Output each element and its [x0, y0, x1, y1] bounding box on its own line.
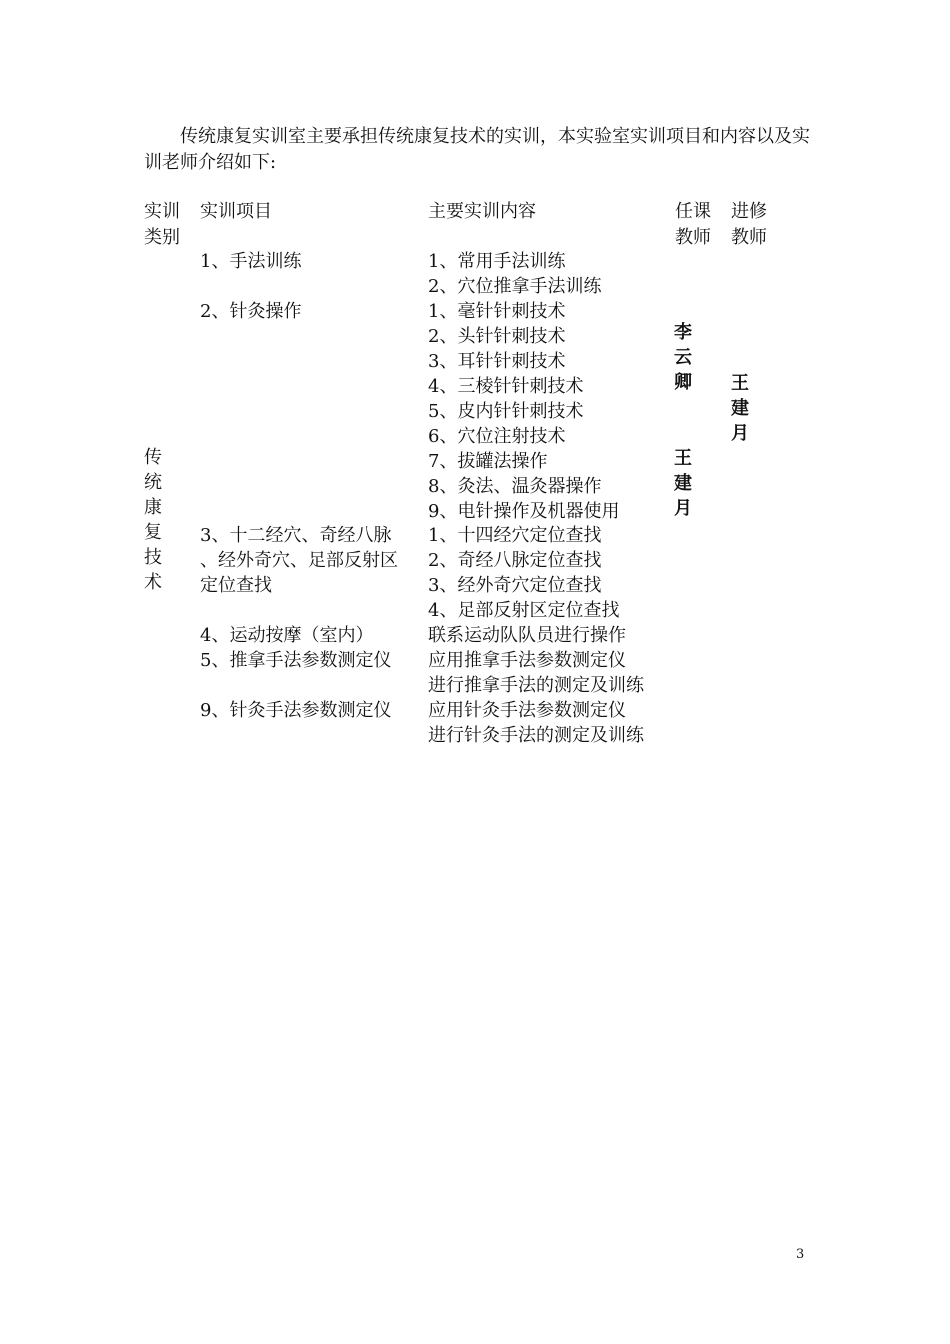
content-item: 5、皮内针针刺技术 [428, 401, 584, 422]
project-item: 2、针灸操作 [200, 301, 302, 322]
content-item: 2、奇经八脉定位查找 [428, 550, 602, 571]
content-item: 3、耳针针刺技术 [428, 351, 566, 372]
project-item: 定位查找 [200, 575, 272, 596]
teacher-name: 王建月 [674, 448, 692, 519]
content-item: 2、头针针刺技术 [428, 326, 566, 347]
project-item: 4、运动按摩（室内） [200, 625, 374, 646]
content-item: 1、常用手法训练 [428, 251, 566, 272]
project-item: 3、十二经穴、奇经八脉 [200, 525, 392, 546]
header-teacher: 任课教师 [675, 201, 711, 248]
header-category: 实训类别 [144, 201, 180, 248]
content-item: 6、穴位注射技术 [428, 426, 566, 447]
teacher-name: 李云卿 [674, 322, 692, 393]
content-item: 应用推拿手法参数测定仪 [428, 650, 626, 671]
project-item: 1、手法训练 [200, 251, 302, 272]
intro-paragraph: 传统康复实训室主要承担传统康复技术的实训，本实验室实训项目和内容以及实训老师介绍如下: [144, 126, 810, 173]
content-item: 1、十四经穴定位查找 [428, 525, 602, 546]
header-advanced-teacher: 进修教师 [731, 201, 767, 248]
content-item: 4、足部反射区定位查找 [428, 600, 620, 621]
content-item: 1、毫针针刺技术 [428, 301, 566, 322]
advanced-teacher-name: 王建月 [731, 373, 749, 444]
content-item: 7、拔罐法操作 [428, 451, 548, 472]
project-item: 5、推拿手法参数测定仪 [200, 650, 392, 671]
content-item: 进行推拿手法的测定及训练 [428, 675, 644, 696]
content-item: 9、电针操作及机器使用 [428, 501, 620, 522]
content-item: 应用针灸手法参数测定仪 [428, 700, 626, 721]
project-item: 、经外奇穴、足部反射区 [200, 550, 398, 571]
content-item: 8、灸法、温灸器操作 [428, 476, 602, 497]
content-item: 联系运动队队员进行操作 [428, 625, 626, 646]
content-item: 2、穴位推拿手法训练 [428, 276, 602, 297]
header-content: 主要实训内容 [428, 201, 536, 222]
content-item: 3、经外奇穴定位查找 [428, 575, 602, 596]
content-item: 进行针灸手法的测定及训练 [428, 725, 644, 746]
category-label: 传统康复技术 [144, 447, 162, 593]
content-item: 4、三棱针针刺技术 [428, 376, 584, 397]
header-project: 实训项目 [200, 201, 272, 222]
page-number: 3 [796, 1247, 805, 1262]
project-item: 9、针灸手法参数测定仪 [200, 700, 392, 721]
